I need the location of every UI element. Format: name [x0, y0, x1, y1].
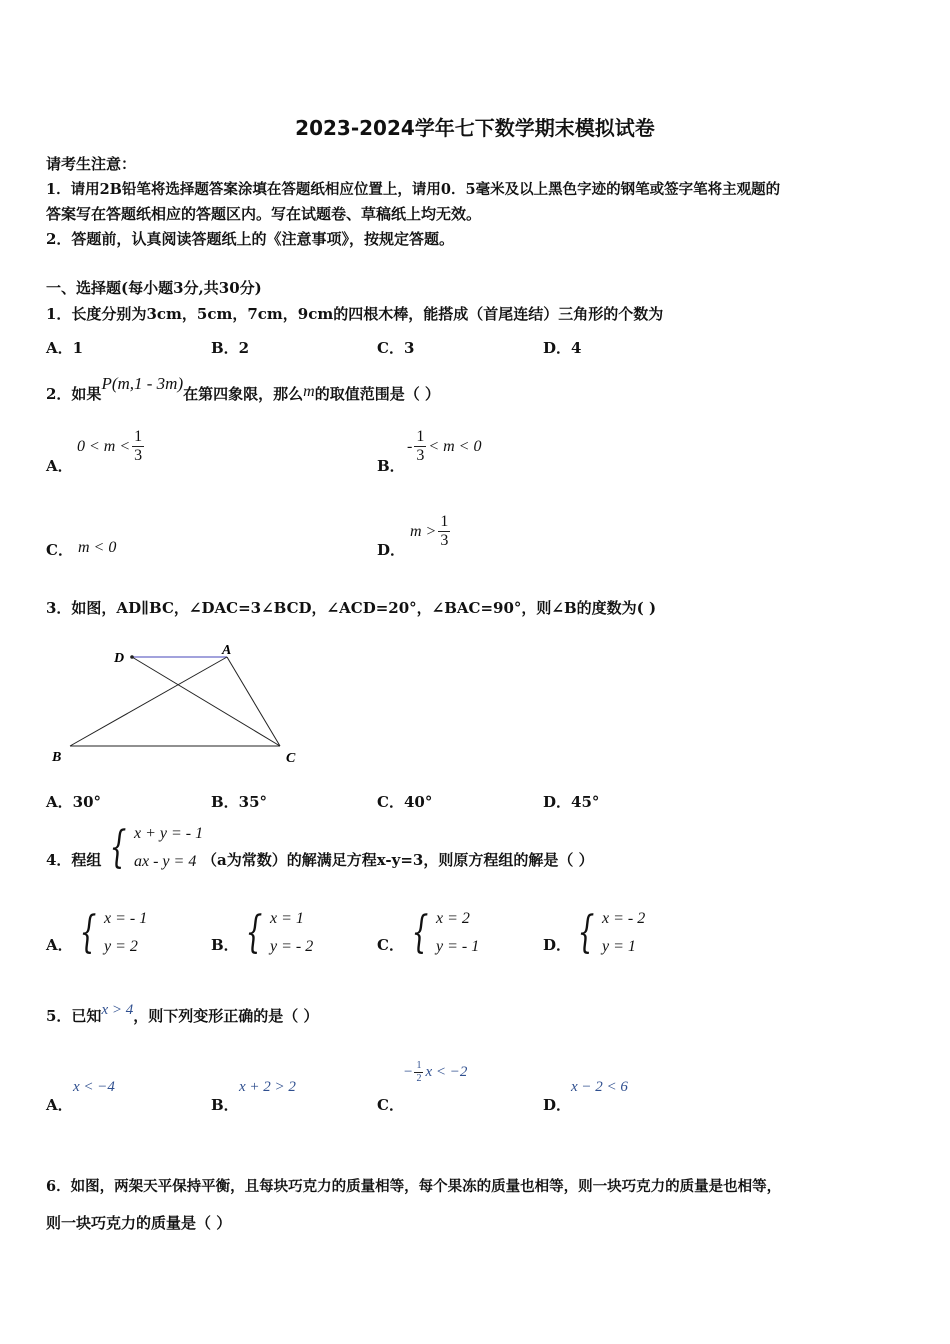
q5-c-right: x < −2 — [425, 1063, 468, 1080]
q2-option-c-label[interactable]: C． — [46, 541, 73, 559]
segment-AB — [70, 657, 227, 746]
segment-AC — [227, 657, 280, 746]
q2-b-denominator: 3 — [416, 447, 425, 465]
q5-c-denominator: 2 — [416, 1072, 422, 1084]
q4-option-a-system — [74, 905, 147, 961]
brace-icon: { — [411, 907, 429, 958]
q3-geometry-figure — [40, 635, 315, 770]
q2-b-minus: - — [407, 437, 413, 455]
q4-b-x: x = 1 — [270, 910, 304, 927]
q4-c-y: y = - 1 — [436, 938, 480, 955]
q2-option-b-label[interactable]: B． — [377, 457, 405, 475]
q2-a-denominator: 3 — [134, 447, 143, 465]
q5-condition: x > 4 — [101, 1002, 134, 1018]
q2-b-numerator: 1 — [414, 428, 426, 447]
q2-option-a-label[interactable]: A． — [46, 457, 73, 475]
label-A: A — [222, 643, 232, 658]
notice-line-2: 答案写在答题纸相应的答题区内。写在试题卷、草稿纸上均无效。 — [46, 205, 482, 223]
q2-option-c-expression: m < 0 — [78, 539, 117, 556]
q5-post: ，则下列变形正确的是（ ） — [133, 1007, 319, 1025]
q2-a-fraction — [132, 428, 144, 466]
q5-option-c-expression — [404, 1060, 467, 1084]
notice-line-3: 2．答题前，认真阅读答题纸上的《注意事项》，按规定答题。 — [46, 230, 454, 248]
q5-option-a-expression: x < −4 — [73, 1079, 115, 1095]
q5-c-fraction — [414, 1060, 423, 1084]
q1-option-a[interactable]: A．1 — [46, 339, 84, 357]
q5-option-d-label[interactable]: D． — [543, 1096, 572, 1114]
q4-pre: 4．程组 — [46, 851, 102, 869]
q4-c-x: x = 2 — [436, 910, 470, 927]
notice-heading: 请考生注意： — [46, 155, 137, 173]
q4-option-d-label[interactable]: D． — [543, 936, 572, 954]
q3-option-a[interactable]: A．30° — [46, 793, 102, 811]
q2-d-denominator: 3 — [440, 532, 449, 550]
q2-post: 的取值范围是（ ） — [314, 385, 440, 403]
q3-option-b[interactable]: B．35° — [211, 793, 268, 811]
q1-option-b[interactable]: B．2 — [211, 339, 250, 357]
q3-option-c[interactable]: C．40° — [377, 793, 433, 811]
question-6-line-1: 6．如图，两架天平保持平衡，且每块巧克力的质量相等，每个果冻的质量也相等，则一块巧克力的质量是也相等， — [46, 1178, 782, 1195]
q2-b-right: < m < 0 — [428, 437, 482, 455]
q4-option-b-system — [240, 905, 313, 961]
q2-option-d-label[interactable]: D． — [377, 541, 406, 559]
q2-d-numerator: 1 — [438, 513, 450, 532]
question-5-text — [46, 1002, 319, 1026]
brace-icon: { — [577, 907, 595, 958]
q4-a-y: y = 2 — [104, 938, 138, 955]
q4-equation-system — [104, 820, 203, 876]
q2-option-d-expression — [410, 513, 452, 551]
q2-variable: m — [303, 383, 315, 400]
q1-option-c[interactable]: C．3 — [377, 339, 415, 357]
point-D — [130, 655, 134, 659]
section-heading: 一、选择题(每小题3分,共30分) — [46, 279, 262, 297]
q2-mid: 在第四象限，那么 — [183, 385, 304, 403]
q2-d-left: m > — [410, 522, 437, 540]
q2-a-left: 0 < m < — [77, 437, 131, 455]
q4-option-d-system — [572, 905, 645, 961]
q5-c-numerator: 1 — [416, 1060, 422, 1071]
question-2-text — [46, 374, 440, 404]
segment-DC — [132, 657, 280, 746]
notice-line-1: 1．请用2B铅笔将选择题答案涂填在答题纸相应位置上，请用0．5毫米及以上黑色字迹的钢笔或签字笔将主观题的 — [46, 181, 781, 198]
q4-option-a-label[interactable]: A． — [46, 936, 73, 954]
q5-option-b-label[interactable]: B． — [211, 1096, 239, 1114]
q2-b-fraction — [414, 428, 426, 466]
q5-option-c-label[interactable]: C． — [377, 1096, 404, 1114]
label-D: D — [114, 651, 125, 666]
q5-pre: 5．已知 — [46, 1007, 102, 1025]
q2-option-b-expression — [407, 428, 481, 466]
q2-d-fraction — [438, 513, 450, 551]
q2-option-a-expression — [77, 428, 146, 466]
q4-equation-2: ax - y = 4 — [134, 853, 197, 870]
q5-option-a-label[interactable]: A． — [46, 1096, 73, 1114]
q4-option-c-system — [406, 905, 479, 961]
q4-a-x: x = - 1 — [104, 910, 148, 927]
q2-pre: 2．如果 — [46, 385, 102, 403]
q4-option-c-label[interactable]: C． — [377, 936, 404, 954]
brace-icon: { — [109, 822, 127, 873]
q4-post: （a为常数）的解满足方程x-y=3，则原方程组的解是（ ） — [202, 851, 594, 869]
q5-option-b-expression: x + 2 > 2 — [239, 1079, 296, 1095]
brace-icon: { — [245, 907, 263, 958]
label-C: C — [286, 751, 296, 766]
q4-b-y: y = - 2 — [270, 938, 314, 955]
q4-option-b-label[interactable]: B． — [211, 936, 239, 954]
q5-c-minus: − — [404, 1063, 413, 1080]
question-1-text: 1．长度分别为3cm，5cm，7cm，9cm的四根木棒，能搭成（首尾连结）三角形的个数为 — [46, 305, 664, 323]
label-B: B — [52, 750, 62, 765]
question-6-line-2: 则一块巧克力的质量是（ ） — [46, 1214, 232, 1232]
q4-equation-1: x + y = - 1 — [134, 825, 204, 842]
brace-icon: { — [79, 907, 97, 958]
q1-option-d[interactable]: D．4 — [543, 339, 582, 357]
q2-point-expression: P(m,1 - 3m) — [101, 374, 184, 393]
q4-d-x: x = - 2 — [602, 910, 646, 927]
question-3-text: 3．如图，AD∥BC，∠DAC=3∠BCD，∠ACD=20°，∠BAC=90°，则∠B的度数为( ) — [46, 599, 657, 617]
q5-option-d-expression: x − 2 < 6 — [571, 1079, 628, 1095]
q3-option-d[interactable]: D．45° — [543, 793, 600, 811]
q2-a-numerator: 1 — [132, 428, 144, 447]
page-title: 2023-2024学年七下数学期末模拟试卷 — [295, 116, 655, 140]
q4-d-y: y = 1 — [602, 938, 636, 955]
